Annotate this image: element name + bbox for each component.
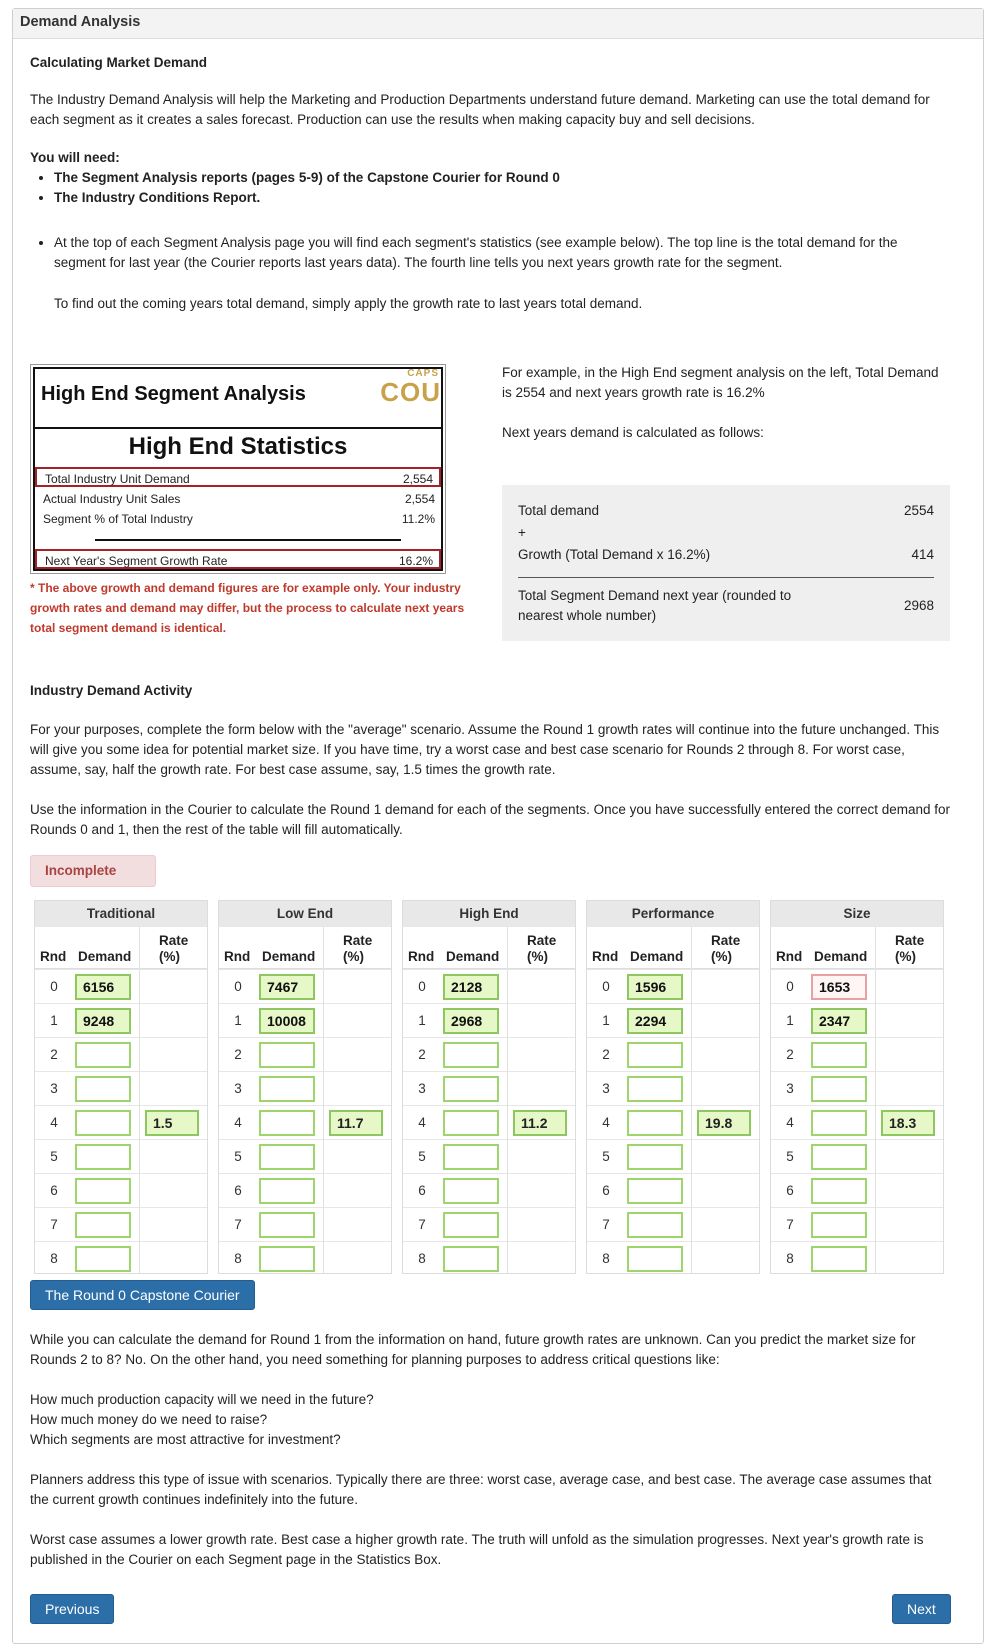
table-row [219, 1105, 391, 1139]
question-2: How much money do we need to raise? [30, 1412, 268, 1427]
table-row [35, 1173, 207, 1207]
round-number: 1 [50, 1013, 58, 1028]
round-number: 1 [234, 1013, 242, 1028]
round-number: 7 [418, 1217, 426, 1232]
col-demand: Demand [814, 949, 868, 964]
table-row [587, 1241, 759, 1275]
table-row [35, 1037, 207, 1071]
demand-input[interactable] [259, 1212, 315, 1238]
round-number: 0 [234, 979, 242, 994]
column-headers [219, 927, 391, 969]
table-row [587, 1037, 759, 1071]
calc-plus: + [518, 525, 526, 540]
round-number: 1 [418, 1013, 426, 1028]
col-rate: Rate [527, 933, 557, 948]
needs-item: • The Industry Conditions Report. [54, 188, 950, 208]
column-headers [403, 927, 575, 969]
segment-name: Low End [219, 901, 391, 927]
example-row-actual-sales: Actual Industry Unit Sales 2,554 [43, 492, 435, 506]
demand-input[interactable] [75, 1076, 131, 1102]
table-row [587, 1071, 759, 1105]
demand-input[interactable] [75, 1008, 131, 1034]
growth-rate: 11.7 [329, 1110, 383, 1136]
example-text: For example, in the High End segment analysis on the left, Total Demand is 2554 and next years growth rate is 16.2% [502, 365, 939, 400]
round-number: 8 [786, 1251, 794, 1266]
example-text-2: Next years demand is calculated as follows: [502, 425, 764, 440]
demand-input[interactable] [75, 1042, 131, 1068]
demand-input[interactable] [443, 1008, 499, 1034]
col-rate-unit: (%) [711, 949, 732, 964]
demand-input[interactable] [627, 1246, 683, 1272]
table-row [771, 1071, 943, 1105]
round-number: 4 [418, 1115, 426, 1130]
demand-input[interactable] [259, 1144, 315, 1170]
round-number: 8 [418, 1251, 426, 1266]
table-row [771, 969, 943, 1003]
table-row [771, 1173, 943, 1207]
col-demand: Demand [78, 949, 132, 964]
demand-input[interactable] [259, 1076, 315, 1102]
round-number: 7 [234, 1217, 242, 1232]
demand-input[interactable] [75, 1212, 131, 1238]
calc-next-label: Total Segment Demand next year (rounded to nearest whole number) [518, 588, 792, 623]
table-row [35, 1003, 207, 1037]
table-row [587, 969, 759, 1003]
col-demand: Demand [630, 949, 684, 964]
segment-table-high-end [402, 900, 576, 1274]
table-row [587, 1105, 759, 1139]
demand-input[interactable] [627, 1144, 683, 1170]
round-number: 4 [234, 1115, 242, 1130]
table-row [219, 1173, 391, 1207]
closing-paragraph: While you can calculate the demand for Round 1 from the information on hand, future growth rates are unknown. Can you predict the market size for Rounds 2 to 8? No. On the other hand, you need something for planning purposes to address critical questions like: [30, 1332, 916, 1367]
round-number: 8 [50, 1251, 58, 1266]
table-row [403, 1003, 575, 1037]
example-stats-title: High End Statistics [128, 433, 348, 460]
round-number: 7 [50, 1217, 58, 1232]
column-headers [35, 927, 207, 969]
growth-rate: 18.3 [881, 1110, 935, 1136]
example-title: High End Segment Analysis [41, 383, 306, 405]
demand-input[interactable] [811, 1178, 867, 1204]
table-row [219, 1139, 391, 1173]
calc-next-value: 2968 [903, 598, 934, 613]
segment-table-traditional [34, 900, 208, 1274]
table-row [771, 1241, 943, 1275]
round-number: 2 [50, 1047, 58, 1062]
table-row [771, 1105, 943, 1139]
demand-input[interactable] [75, 1246, 131, 1272]
col-rate-unit: (%) [895, 949, 916, 964]
demand-input[interactable] [627, 1008, 683, 1034]
demand-input[interactable] [811, 1246, 867, 1272]
round-number: 5 [50, 1149, 58, 1164]
col-rate-unit: (%) [343, 949, 364, 964]
section-heading-calculating: Calculating Market Demand [30, 55, 208, 70]
round-number: 3 [50, 1081, 58, 1096]
questions-block [30, 1390, 374, 1450]
segment-name: Size [771, 901, 943, 927]
next-button[interactable]: Next [892, 1594, 951, 1624]
needs-list [30, 168, 950, 208]
round-number: 0 [418, 979, 426, 994]
needs-label: You will need: [30, 150, 120, 165]
demand-input[interactable] [811, 1076, 867, 1102]
demand-input[interactable] [811, 974, 867, 1000]
col-rate: Rate [895, 933, 925, 948]
demand-input[interactable] [443, 1110, 499, 1136]
col-rnd: Rnd [224, 949, 251, 964]
demand-input[interactable] [443, 1144, 499, 1170]
round-number: 5 [786, 1149, 794, 1164]
courier-button[interactable]: The Round 0 Capstone Courier [30, 1280, 255, 1310]
segment-table-performance [586, 900, 760, 1274]
demand-input[interactable] [75, 1110, 131, 1136]
table-row [35, 969, 207, 1003]
demand-input[interactable] [443, 974, 499, 1000]
demand-input[interactable] [811, 1144, 867, 1170]
segment-analysis-example-image [30, 364, 446, 574]
round-number: 3 [418, 1081, 426, 1096]
demand-input[interactable] [75, 1178, 131, 1204]
table-row [403, 1173, 575, 1207]
growth-rate: 19.8 [697, 1110, 751, 1136]
demand-input[interactable] [627, 1042, 683, 1068]
segment-table-size [770, 900, 944, 1274]
needs-block [30, 148, 950, 208]
segment-name: Traditional [35, 901, 207, 927]
col-rnd: Rnd [40, 949, 67, 964]
round-number: 3 [234, 1081, 242, 1096]
calc-total-demand: Total demand 2554 [518, 503, 934, 518]
example-row-total-demand: Total Industry Unit Demand 2,554 [35, 467, 441, 487]
section-heading-activity: Industry Demand Activity [30, 683, 193, 698]
col-rate-unit: (%) [159, 949, 180, 964]
question-1: How much production capacity will we need in the future? [30, 1392, 374, 1407]
round-number: 1 [602, 1013, 610, 1028]
column-headers [587, 927, 759, 969]
table-row [587, 1139, 759, 1173]
example-disclaimer: * The above growth and demand figures are for example only. Your industry growth rates and demand may differ, but the process to calculate next years total segment demand is identical. [30, 581, 465, 635]
col-rnd: Rnd [776, 949, 803, 964]
col-demand: Demand [262, 949, 316, 964]
round-number: 6 [234, 1183, 242, 1198]
segment-name: High End [403, 901, 575, 927]
round-number: 3 [602, 1081, 610, 1096]
demand-input[interactable] [811, 1212, 867, 1238]
instruction-bullet: • At the top of each Segment Analysis page you will find each segment's statistics (see example below). The top line is the total demand for the segment for last year (the Courier reports last years data). The fourth line tells you next years growth rate for the segment. [54, 233, 950, 273]
question-3: Which segments are most attractive for investment? [30, 1432, 341, 1447]
round-number: 2 [234, 1047, 242, 1062]
col-rate: Rate [343, 933, 373, 948]
example-row-segment-percent: Segment % of Total Industry 11.2% [43, 512, 435, 526]
activity-instructions: Use the information in the Courier to calculate the Round 1 demand for each of the segments. Once you have successfully entered the correct demand for Rounds 0 and 1, then the rest of the table will fill automatically. [30, 802, 951, 837]
col-rate-unit: (%) [527, 949, 548, 964]
calc-growth: Growth (Total Demand x 16.2%) 414 [518, 547, 934, 562]
column-headers [771, 927, 943, 969]
round-number: 5 [418, 1149, 426, 1164]
round-number: 7 [602, 1217, 610, 1232]
round-number: 6 [50, 1183, 58, 1198]
table-row [403, 1037, 575, 1071]
table-row [35, 1105, 207, 1139]
col-rnd: Rnd [408, 949, 435, 964]
round-number: 3 [786, 1081, 794, 1096]
table-row [587, 1003, 759, 1037]
round-number: 5 [234, 1149, 242, 1164]
example-row-growth-rate: Next Year's Segment Growth Rate 16.2% [35, 549, 441, 569]
status-badge: Incomplete [30, 855, 156, 887]
demand-input[interactable] [259, 1110, 315, 1136]
demand-input[interactable] [259, 1042, 315, 1068]
table-row [35, 1139, 207, 1173]
round-number: 4 [786, 1115, 794, 1130]
previous-button[interactable]: Previous [30, 1594, 114, 1624]
table-row [219, 1207, 391, 1241]
table-row [403, 969, 575, 1003]
table-row [219, 1037, 391, 1071]
round-number: 7 [786, 1217, 794, 1232]
col-rate: Rate [711, 933, 741, 948]
demand-input[interactable] [627, 974, 683, 1000]
demand-input[interactable] [811, 1008, 867, 1034]
demand-input[interactable] [259, 1246, 315, 1272]
demand-input[interactable] [443, 1212, 499, 1238]
col-rate: Rate [159, 933, 189, 948]
demand-input[interactable] [259, 974, 315, 1000]
table-row [219, 969, 391, 1003]
demand-input[interactable] [811, 1110, 867, 1136]
table-row [771, 1139, 943, 1173]
growth-rate: 11.2 [513, 1110, 567, 1136]
growth-rate: 1.5 [145, 1110, 199, 1136]
round-number: 4 [602, 1115, 610, 1130]
demand-input[interactable] [259, 1008, 315, 1034]
round-number: 6 [786, 1183, 794, 1198]
round-number: 2 [602, 1047, 610, 1062]
worst-case-paragraph: Worst case assumes a lower growth rate. Best case a higher growth rate. The truth will unfold as the simulation progresses. Next year's growth rate is published in the Courier on each Segment page in the Statistics Box. [30, 1532, 924, 1567]
courier-logo: CAPS COU [380, 368, 441, 407]
segment-table-low-end [218, 900, 392, 1274]
round-number: 5 [602, 1149, 610, 1164]
table-row [403, 1241, 575, 1275]
table-row [219, 1071, 391, 1105]
panel-title: Demand Analysis [13, 9, 983, 39]
round-number: 0 [786, 979, 794, 994]
demand-input[interactable] [443, 1042, 499, 1068]
table-row [403, 1105, 575, 1139]
demand-input[interactable] [811, 1042, 867, 1068]
round-number: 2 [418, 1047, 426, 1062]
table-row [403, 1207, 575, 1241]
round-number: 0 [602, 979, 610, 994]
calculation-box [502, 485, 950, 641]
scenarios-paragraph: Planners address this type of issue with scenarios. Typically there are three: worst case, average case, and best case. The average case assumes that the current growth continues indefinitely into the future. [30, 1472, 932, 1507]
needs-item: • The Segment Analysis reports (pages 5-9) of the Capstone Courier for Round 0 [54, 168, 950, 188]
instructions-block [30, 233, 950, 273]
table-row [219, 1003, 391, 1037]
table-row [771, 1207, 943, 1241]
activity-paragraph: For your purposes, complete the form below with the "average" scenario. Assume the Round 1 growth rates will continue into the future unchanged. This will give you some idea for potential market size. If you have time, try a worst case and best case scenario for Rounds 2 through 8. For worst case, assume, say, half the growth rate. For best case assume, say, 1.5 times the growth rate. [30, 722, 940, 777]
round-number: 6 [418, 1183, 426, 1198]
table-row [771, 1003, 943, 1037]
table-row [219, 1241, 391, 1275]
table-row [403, 1139, 575, 1173]
round-number: 1 [786, 1013, 794, 1028]
table-row [35, 1071, 207, 1105]
find-out-text: To find out the coming years total demand, simply apply the growth rate to last years total demand. [54, 296, 643, 311]
demand-input[interactable] [75, 1144, 131, 1170]
round-number: 4 [50, 1115, 58, 1130]
round-number: 0 [50, 979, 58, 994]
demand-input[interactable] [259, 1178, 315, 1204]
demand-input[interactable] [443, 1178, 499, 1204]
col-demand: Demand [446, 949, 500, 964]
demand-input[interactable] [627, 1178, 683, 1204]
demand-input[interactable] [627, 1110, 683, 1136]
round-number: 8 [234, 1251, 242, 1266]
table-row [35, 1207, 207, 1241]
segment-name: Performance [587, 901, 759, 927]
demand-input[interactable] [627, 1076, 683, 1102]
table-row [35, 1241, 207, 1275]
table-row [587, 1173, 759, 1207]
round-number: 8 [602, 1251, 610, 1266]
round-number: 6 [602, 1183, 610, 1198]
round-number: 2 [786, 1047, 794, 1062]
demand-input[interactable] [443, 1246, 499, 1272]
intro-paragraph: The Industry Demand Analysis will help the Marketing and Production Departments understand future demand. Marketing can use the total demand for each segment as it creates a sales forecast. Production can use the results when making capacity buy and sell decisions. [30, 92, 930, 127]
demand-input[interactable] [75, 974, 131, 1000]
table-row [403, 1071, 575, 1105]
demand-input[interactable] [627, 1212, 683, 1238]
table-row [771, 1037, 943, 1071]
col-rnd: Rnd [592, 949, 619, 964]
demand-input[interactable] [443, 1076, 499, 1102]
table-row [587, 1207, 759, 1241]
